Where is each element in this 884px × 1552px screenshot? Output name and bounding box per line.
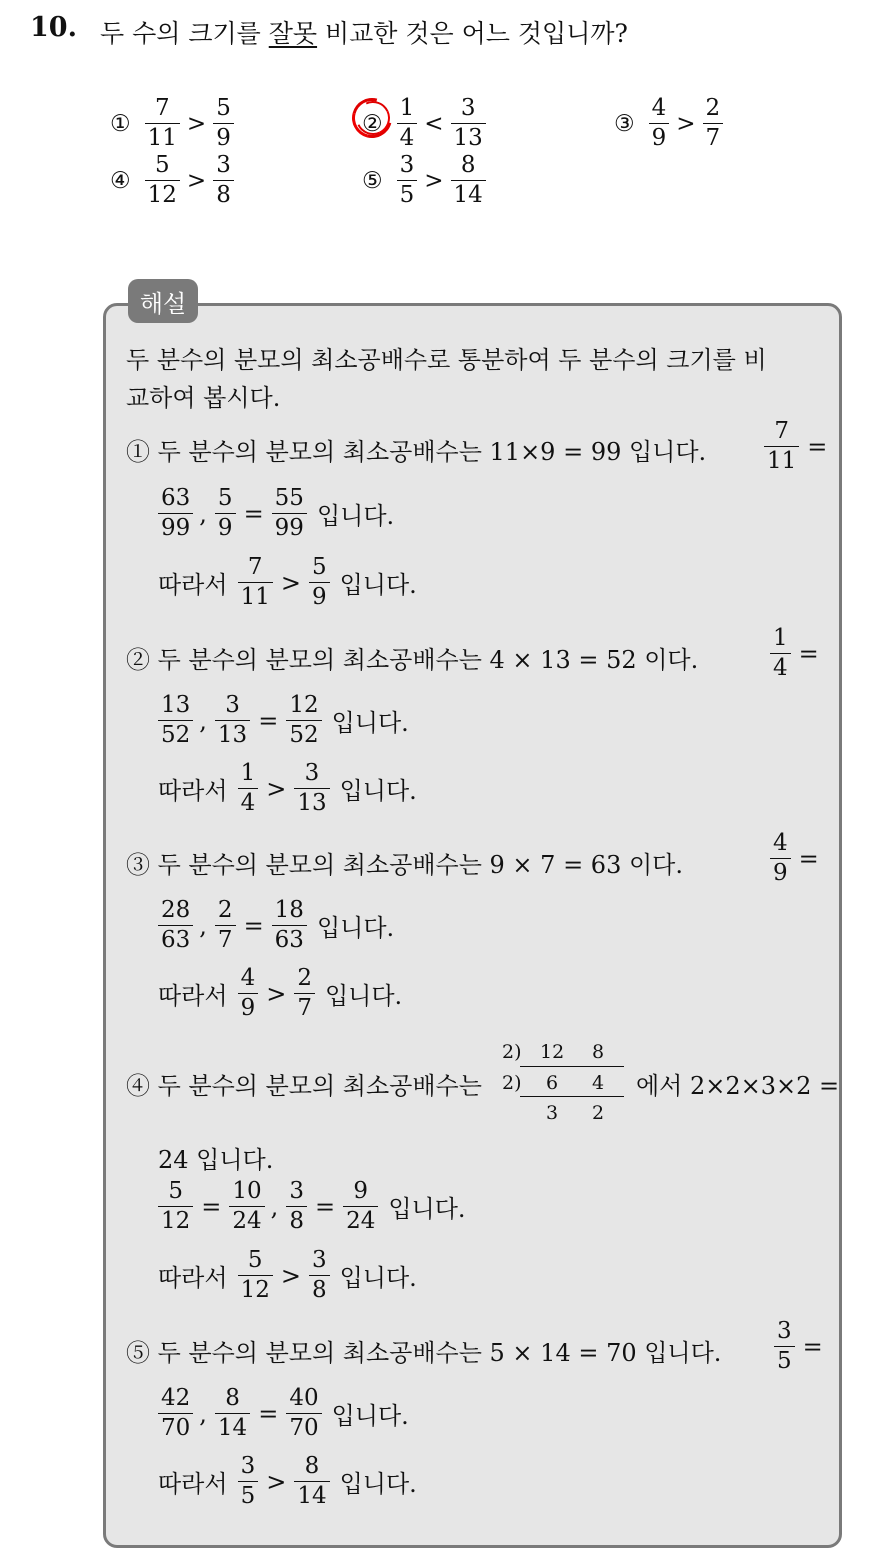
solution-3-head: ③ 두 분수의 분모의 최소공배수는 9 × 7 = 63 이다. bbox=[126, 851, 683, 879]
question-text-before: 두 수의 크기를 bbox=[100, 19, 269, 48]
choice-number: ④ bbox=[110, 167, 131, 194]
fraction: $\frac{5}{12}$ bbox=[145, 154, 180, 207]
fraction: $\frac{7}{11}$ bbox=[145, 97, 180, 150]
solution-1-conclusion: 따라서 $\frac{7}{11}$ > $\frac{5}{9}$ 입니다. bbox=[158, 554, 417, 610]
division-ladder: 2) 2) 12 8 6 4 3 2 bbox=[500, 1038, 630, 1118]
fraction: $\frac{8}{14}$ bbox=[451, 154, 486, 207]
solution-2-head-fraction: $\frac{1}{4}$ = bbox=[770, 627, 827, 680]
solution-1-head: ① 두 분수의 분모의 최소공배수는 11×9 = 99 입니다. bbox=[126, 438, 707, 466]
solution-tag: 해설 bbox=[128, 279, 198, 323]
solution-1-head-fraction: $\frac{7}{11}$ = bbox=[764, 420, 835, 473]
operator: > bbox=[186, 167, 207, 194]
choice-1[interactable] bbox=[110, 97, 234, 150]
solution-4-conversion: $\frac{5}{12}$ = $\frac{10}{24}$ , $\frac{3}{8}$ = $\frac{9}{24}$ 입니다. bbox=[158, 1180, 466, 1233]
choice-number: ⑤ bbox=[362, 167, 383, 194]
operator: > bbox=[186, 110, 207, 137]
choice-number: ② bbox=[362, 110, 383, 137]
choice-3[interactable] bbox=[614, 97, 723, 150]
solution-4-tail: 에서 2×2×3×2 = bbox=[636, 1072, 840, 1100]
solution-intro-line1: 두 분수의 분모의 최소공배수로 통분하여 두 분수의 크기를 비 bbox=[126, 346, 767, 374]
fraction: $\frac{5}{9}$ bbox=[213, 97, 234, 150]
fraction: $\frac{3}{8}$ bbox=[213, 154, 234, 207]
solution-5-conclusion: 따라서 $\frac{3}{5}$ > $\frac{8}{14}$ 입니다. bbox=[158, 1453, 417, 1509]
solution-4-conclusion: 따라서 $\frac{5}{12}$ > $\frac{3}{8}$ 입니다. bbox=[158, 1247, 417, 1303]
solution-2-head: ② 두 분수의 분모의 최소공배수는 4 × 13 = 52 이다. bbox=[126, 646, 699, 674]
fraction: $\frac{7}{11}$ bbox=[764, 420, 799, 473]
solution-3-conclusion: 따라서 $\frac{4}{9}$ > $\frac{2}{7}$ 입니다. bbox=[158, 965, 403, 1021]
fraction: $\frac{4}{9}$ bbox=[649, 97, 670, 150]
fraction: $\frac{3}{13}$ bbox=[451, 97, 486, 150]
choice-4[interactable] bbox=[110, 154, 234, 207]
solution-5-head: ⑤ 두 분수의 분모의 최소공배수는 5 × 14 = 70 입니다. bbox=[126, 1339, 722, 1367]
solution-3-conversion: $\frac{28}{63}$ , $\frac{2}{7}$ = $\frac{18}{63}$ 입니다. bbox=[158, 899, 394, 952]
choice-number: ③ bbox=[614, 110, 635, 137]
operator: > bbox=[676, 110, 696, 137]
solution-2-conclusion: 따라서 $\frac{1}{4}$ > $\frac{3}{13}$ 입니다. bbox=[158, 760, 417, 816]
operator: > bbox=[424, 167, 444, 194]
choice-5[interactable] bbox=[362, 154, 486, 207]
solution-5-head-fraction: $\frac{3}{5}$ = bbox=[774, 1320, 831, 1373]
solution-intro-line2: 교하여 봅시다. bbox=[126, 384, 281, 412]
solution-3-head-fraction: $\frac{4}{9}$ = bbox=[770, 832, 827, 885]
solution-1-conversion: $\frac{63}{99}$ , $\frac{5}{9}$ = $\frac{55}{99}$ 입니다. bbox=[158, 487, 394, 540]
question-number: 10. bbox=[30, 12, 77, 43]
question-text bbox=[100, 14, 628, 50]
fraction: $\frac{1}{4}$ bbox=[397, 97, 418, 150]
fraction: $\frac{3}{5}$ bbox=[397, 154, 418, 207]
solution-4-head: ④ 두 분수의 분모의 최소공배수는 bbox=[126, 1072, 482, 1100]
operator: < bbox=[424, 110, 444, 137]
solution-4-continuation: 24 입니다. bbox=[158, 1146, 274, 1174]
solution-2-conversion: $\frac{13}{52}$ , $\frac{3}{13}$ = $\frac{12}{52}$ 입니다. bbox=[158, 694, 409, 747]
question-text-underlined: 잘못 bbox=[268, 19, 318, 48]
question-text-after: 비교한 것은 어느 것입니까? bbox=[317, 19, 628, 48]
choice-number: ① bbox=[110, 110, 131, 137]
fraction: $\frac{2}{7}$ bbox=[703, 97, 724, 150]
solution-5-conversion: $\frac{42}{70}$ , $\frac{8}{14}$ = $\frac{40}{70}$ 입니다. bbox=[158, 1387, 409, 1440]
